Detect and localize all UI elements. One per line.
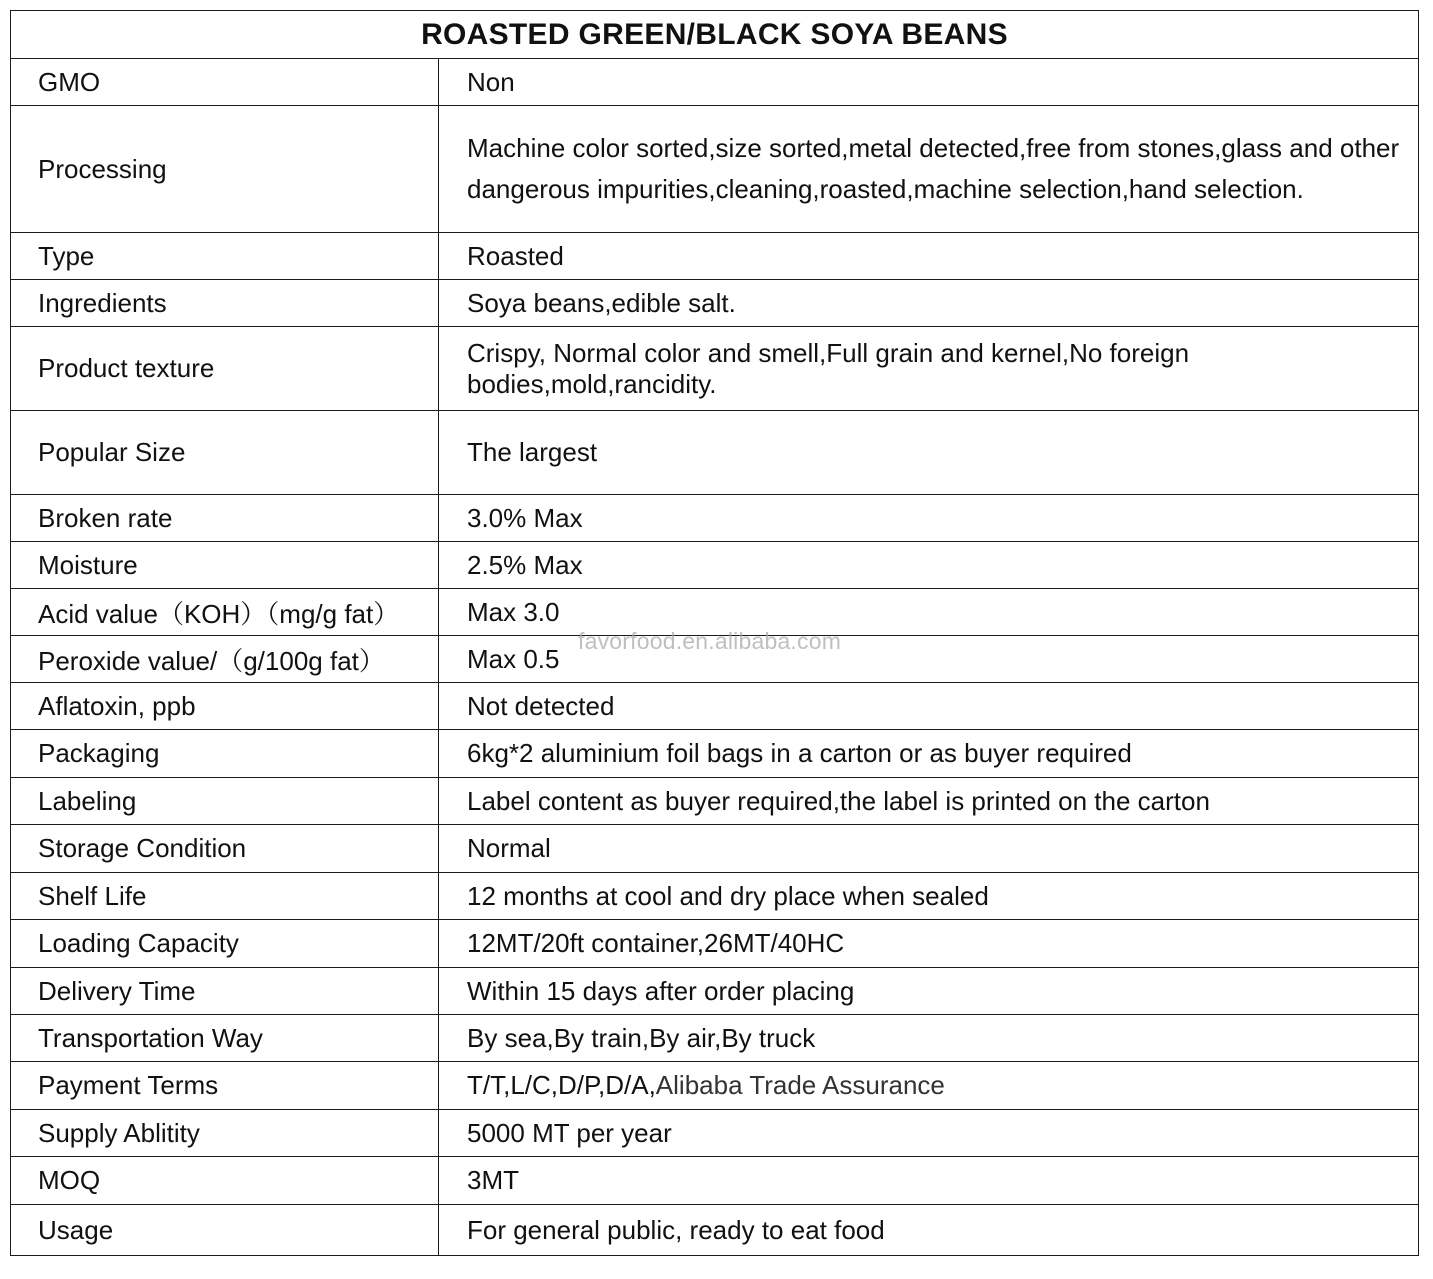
row-label: Type (11, 233, 439, 279)
table-row-broken-rate (11, 495, 1418, 542)
row-label: Processing (11, 106, 439, 232)
row-value (439, 1110, 1418, 1156)
table-row-supply-ability (11, 1110, 1418, 1157)
table-row-popular-size (11, 411, 1418, 495)
row-value (439, 1157, 1418, 1204)
table-row-peroxide-value (11, 636, 1418, 683)
row-value-text: 3MT (467, 1165, 519, 1195)
row-value (439, 873, 1418, 919)
row-label: Labeling (11, 778, 439, 824)
row-value-text: 3.0% Max (467, 502, 583, 533)
row-label: Popular Size (11, 411, 439, 494)
row-value (439, 636, 1418, 682)
table-row-acid-value (11, 589, 1418, 636)
row-value (439, 730, 1418, 777)
row-label: Supply Ablitity (11, 1110, 439, 1156)
row-label: Storage Condition (11, 825, 439, 872)
row-value-text: For general public, ready to eat food (467, 1214, 885, 1245)
row-value-text: Label content as buyer required,the label is printed on the carton (467, 785, 1210, 816)
row-value-text: 12 months at cool and dry place when sealed (467, 880, 989, 911)
row-label: GMO (11, 59, 439, 105)
row-value (439, 683, 1418, 729)
table-row-aflatoxin (11, 683, 1418, 730)
row-value-text: Non (467, 66, 515, 97)
row-label: Transportation Way (11, 1015, 439, 1061)
row-label: Shelf Life (11, 873, 439, 919)
row-value (439, 233, 1418, 279)
table-row-delivery-time (11, 968, 1418, 1015)
row-value (439, 411, 1418, 494)
trade-assurance-text: Alibaba Trade Assurance (655, 1070, 945, 1100)
table-row-ingredients (11, 280, 1418, 327)
table-row-moq (11, 1157, 1418, 1205)
row-value (439, 106, 1418, 232)
row-value-text: Soya beans,edible salt. (467, 287, 736, 318)
row-label: Payment Terms (11, 1062, 439, 1109)
row-value-text: By sea,By train,By air,By truck (467, 1022, 816, 1053)
table-row-payment-terms (11, 1062, 1418, 1110)
row-value-text: 2.5% Max (467, 549, 583, 580)
row-value-text (467, 1070, 945, 1101)
row-value (439, 542, 1418, 588)
row-value (439, 1015, 1418, 1061)
table-row-storage-condition (11, 825, 1418, 873)
table-row-transportation-way (11, 1015, 1418, 1062)
row-value (439, 1205, 1418, 1255)
row-value (439, 59, 1418, 105)
row-value-text: 6kg*2 aluminium foil bags in a carton or as buyer required (467, 738, 1132, 768)
table-row-moisture (11, 542, 1418, 589)
row-label: Aflatoxin, ppb (11, 683, 439, 729)
row-value (439, 495, 1418, 541)
row-label: Product texture (11, 327, 439, 410)
watermark-text: favorfood.en.alibaba.com (578, 628, 842, 654)
row-value-text: Max 3.0 (467, 596, 560, 627)
row-label: Usage (11, 1205, 439, 1255)
row-value-text: Max 0.5 (467, 643, 560, 674)
row-label: Packaging (11, 730, 439, 777)
row-value (439, 280, 1418, 326)
row-value-text: 12MT/20ft container,26MT/40HC (467, 928, 845, 958)
row-value-text: Within 15 days after order placing (467, 975, 855, 1006)
row-value-text: Machine color sorted,size sorted,metal detected,free from stones,glass and other dangerous impurities,cleaning,roasted,machine selection,hand selection. (467, 133, 1400, 204)
table-row-usage (11, 1205, 1418, 1255)
row-value-text: Normal (467, 833, 551, 863)
payment-methods-text: T/T,L/C,D/P,D/A, (467, 1070, 656, 1100)
row-value (439, 589, 1418, 635)
table-row-gmo (11, 59, 1418, 106)
row-value-text: The largest (467, 437, 598, 467)
row-value-text: Not detected (467, 690, 615, 721)
row-value-text: Roasted (467, 240, 564, 271)
row-value (439, 778, 1418, 824)
table-row-type (11, 233, 1418, 280)
row-label: Moisture (11, 542, 439, 588)
row-label: Peroxide value/（g/100g fat） (11, 636, 439, 682)
row-value (439, 825, 1418, 872)
row-value (439, 968, 1418, 1014)
row-label: Ingredients (11, 280, 439, 326)
row-value (439, 1062, 1418, 1109)
table-title: ROASTED GREEN/BLACK SOYA BEANS (11, 11, 1418, 59)
table-row-processing (11, 106, 1418, 233)
row-label: Acid value（KOH）（mg/g fat） (11, 589, 439, 635)
row-value (439, 920, 1418, 967)
row-value-text: Crispy, Normal color and smell,Full grain and kernel,No foreign bodies,mold,rancidity. (467, 337, 1190, 399)
row-label: Broken rate (11, 495, 439, 541)
row-label: MOQ (11, 1157, 439, 1204)
row-value (439, 327, 1418, 410)
table-row-loading-capacity (11, 920, 1418, 968)
table-row-product-texture (11, 327, 1418, 411)
row-label: Delivery Time (11, 968, 439, 1014)
spec-table (10, 10, 1419, 1256)
table-row-shelf-life (11, 873, 1418, 920)
table-row-packaging (11, 730, 1418, 778)
row-label: Loading Capacity (11, 920, 439, 967)
table-row-labeling (11, 778, 1418, 825)
row-value-text: 5000 MT per year (467, 1117, 672, 1148)
